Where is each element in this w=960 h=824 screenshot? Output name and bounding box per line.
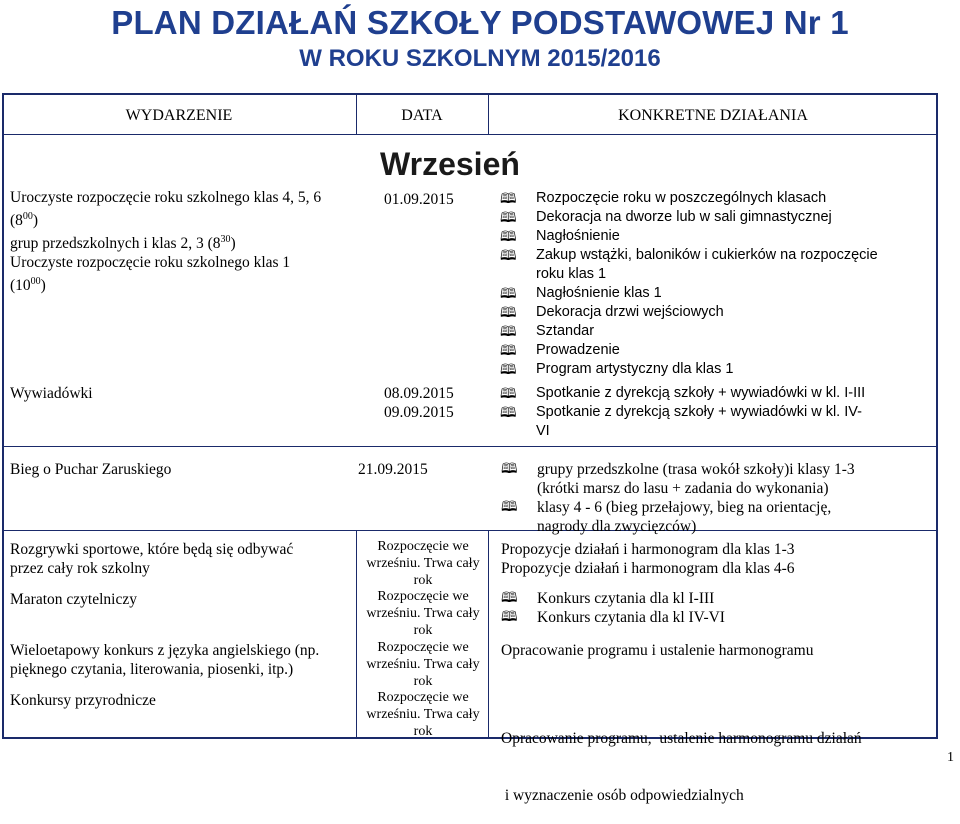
actions-english: Opracowanie programu i ustalenie harmonogramu: [501, 642, 814, 659]
date-english: Rozpoczęcie we wrześniu. Trwa cały rok: [366, 640, 480, 689]
column-divider: [488, 530, 489, 739]
list-item: 🕮 Dekoracja na dworze lub w sali gimnastycznej: [500, 209, 832, 225]
document-subtitle: W ROKU SZKOLNYM 2015/2016: [299, 45, 661, 72]
list-item: 🕮 Zakup wstążki, baloników i cukierków na rozpoczęcie: [500, 247, 878, 263]
list-item-continued: roku klas 1: [536, 266, 607, 282]
book-icon: 🕮: [500, 361, 517, 377]
event-english: Wieloetapowy konkurs z języka angielskiego (np. pięknego czytania, literowania, piosenki, itp.): [10, 642, 320, 678]
book-icon: 🕮: [501, 610, 518, 625]
page-number: 1: [947, 750, 954, 765]
actions-race: [501, 460, 921, 536]
book-icon: 🕮: [501, 591, 518, 606]
date-meetings: 08.09.2015 09.09.2015: [384, 385, 454, 421]
column-divider: [356, 530, 357, 739]
list-item: 🕮 klasy 4 - 6 (bieg przełajowy, bieg na orientację,: [501, 499, 832, 516]
list-item: 🕮 Program artystyczny dla klas 1: [500, 361, 734, 377]
date-race: 21.09.2015: [358, 461, 428, 478]
date-nature: Rozpoczęcie we wrześniu. Trwa cały rok: [366, 690, 480, 739]
header-event: WYDARZENIE: [125, 107, 233, 124]
date-reading: Rozpoczęcie we wrześniu. Trwa cały rok: [366, 589, 480, 638]
actions-reading: [501, 589, 921, 627]
actions-meetings: [500, 384, 920, 441]
date-opening: 01.09.2015: [384, 191, 454, 208]
list-item: 🕮 Konkurs czytania dla kl IV-VI: [501, 609, 725, 626]
list-item-continued: VI: [536, 423, 550, 439]
book-icon: 🕮: [500, 385, 517, 401]
event-meetings: Wywiadówki: [10, 385, 93, 402]
actions-sports: Propozycje działań i harmonogram dla klas 1-3 Propozycje działań i harmonogram dla klas 4-6: [501, 541, 795, 577]
event-sports: Rozgrywki sportowe, które będą się odbywać przez cały rok szkolny: [10, 541, 294, 577]
list-item: 🕮 Nagłośnienie klas 1: [500, 285, 662, 301]
event-reading: Maraton czytelniczy: [10, 591, 137, 608]
book-icon: 🕮: [500, 404, 517, 420]
list-item: 🕮 Spotkanie z dyrekcją szkoły + wywiadówki w kl. IV-: [500, 404, 862, 420]
actions-opening: [500, 189, 930, 379]
list-item: 🕮 Prowadzenie: [500, 342, 620, 358]
event-nature: Konkursy przyrodnicze: [10, 692, 156, 709]
book-icon: 🕮: [500, 342, 517, 358]
book-icon: 🕮: [500, 228, 517, 244]
header-actions: KONKRETNE DZIAŁANIA: [618, 107, 808, 124]
book-icon: 🕮: [500, 323, 517, 339]
list-item-continued: nagrody dla zwycięzców): [537, 518, 697, 535]
header-divider: [2, 134, 938, 135]
list-item-continued: (krótki marsz do lasu + zadania do wykonania): [537, 480, 829, 497]
list-item: 🕮 Nagłośnienie: [500, 228, 620, 244]
book-icon: 🕮: [500, 209, 517, 225]
list-item: 🕮 Dekoracja drzwi wejściowych: [500, 304, 724, 320]
list-item: 🕮 Rozpoczęcie roku w poszczególnych klasach: [500, 190, 827, 206]
actions-nature: Opracowanie programu, ustalenie harmonogramu działań i wyznaczenie osób odpowiedzialnych: [501, 730, 862, 804]
header-date: DATA: [401, 107, 443, 124]
book-icon: 🕮: [500, 247, 517, 263]
list-item: 🕮 Konkurs czytania dla kl I-III: [501, 590, 715, 607]
list-item: 🕮 Spotkanie z dyrekcją szkoły + wywiadówki w kl. I-III: [500, 385, 866, 401]
book-icon: 🕮: [501, 500, 518, 515]
list-item: 🕮 Sztandar: [500, 323, 595, 339]
event-race: Bieg o Puchar Zaruskiego: [10, 461, 172, 478]
document-title: PLAN DZIAŁAŃ SZKOŁY PODSTAWOWEJ Nr 1: [111, 4, 849, 41]
book-icon: 🕮: [501, 462, 518, 477]
date-sports: Rozpoczęcie we wrześniu. Trwa cały rok: [366, 539, 480, 588]
book-icon: 🕮: [500, 285, 517, 301]
book-icon: 🕮: [500, 304, 517, 320]
month-heading: Wrzesień: [380, 146, 520, 182]
event-opening: Uroczyste rozpoczęcie roku szkolnego klas 4, 5, 6 $(8^{00})$ grup przedszkolnych i klas 2, 3 $(8^{30})$ Uroczyste rozpoczęcie roku szkolnego klas 1 $(10^{00})$: [10, 189, 322, 295]
book-icon: 🕮: [500, 190, 517, 206]
list-item: 🕮 grupy przedszkolne (trasa wokół szkoły)i klasy 1-3: [501, 461, 855, 478]
row-divider: [2, 446, 938, 447]
